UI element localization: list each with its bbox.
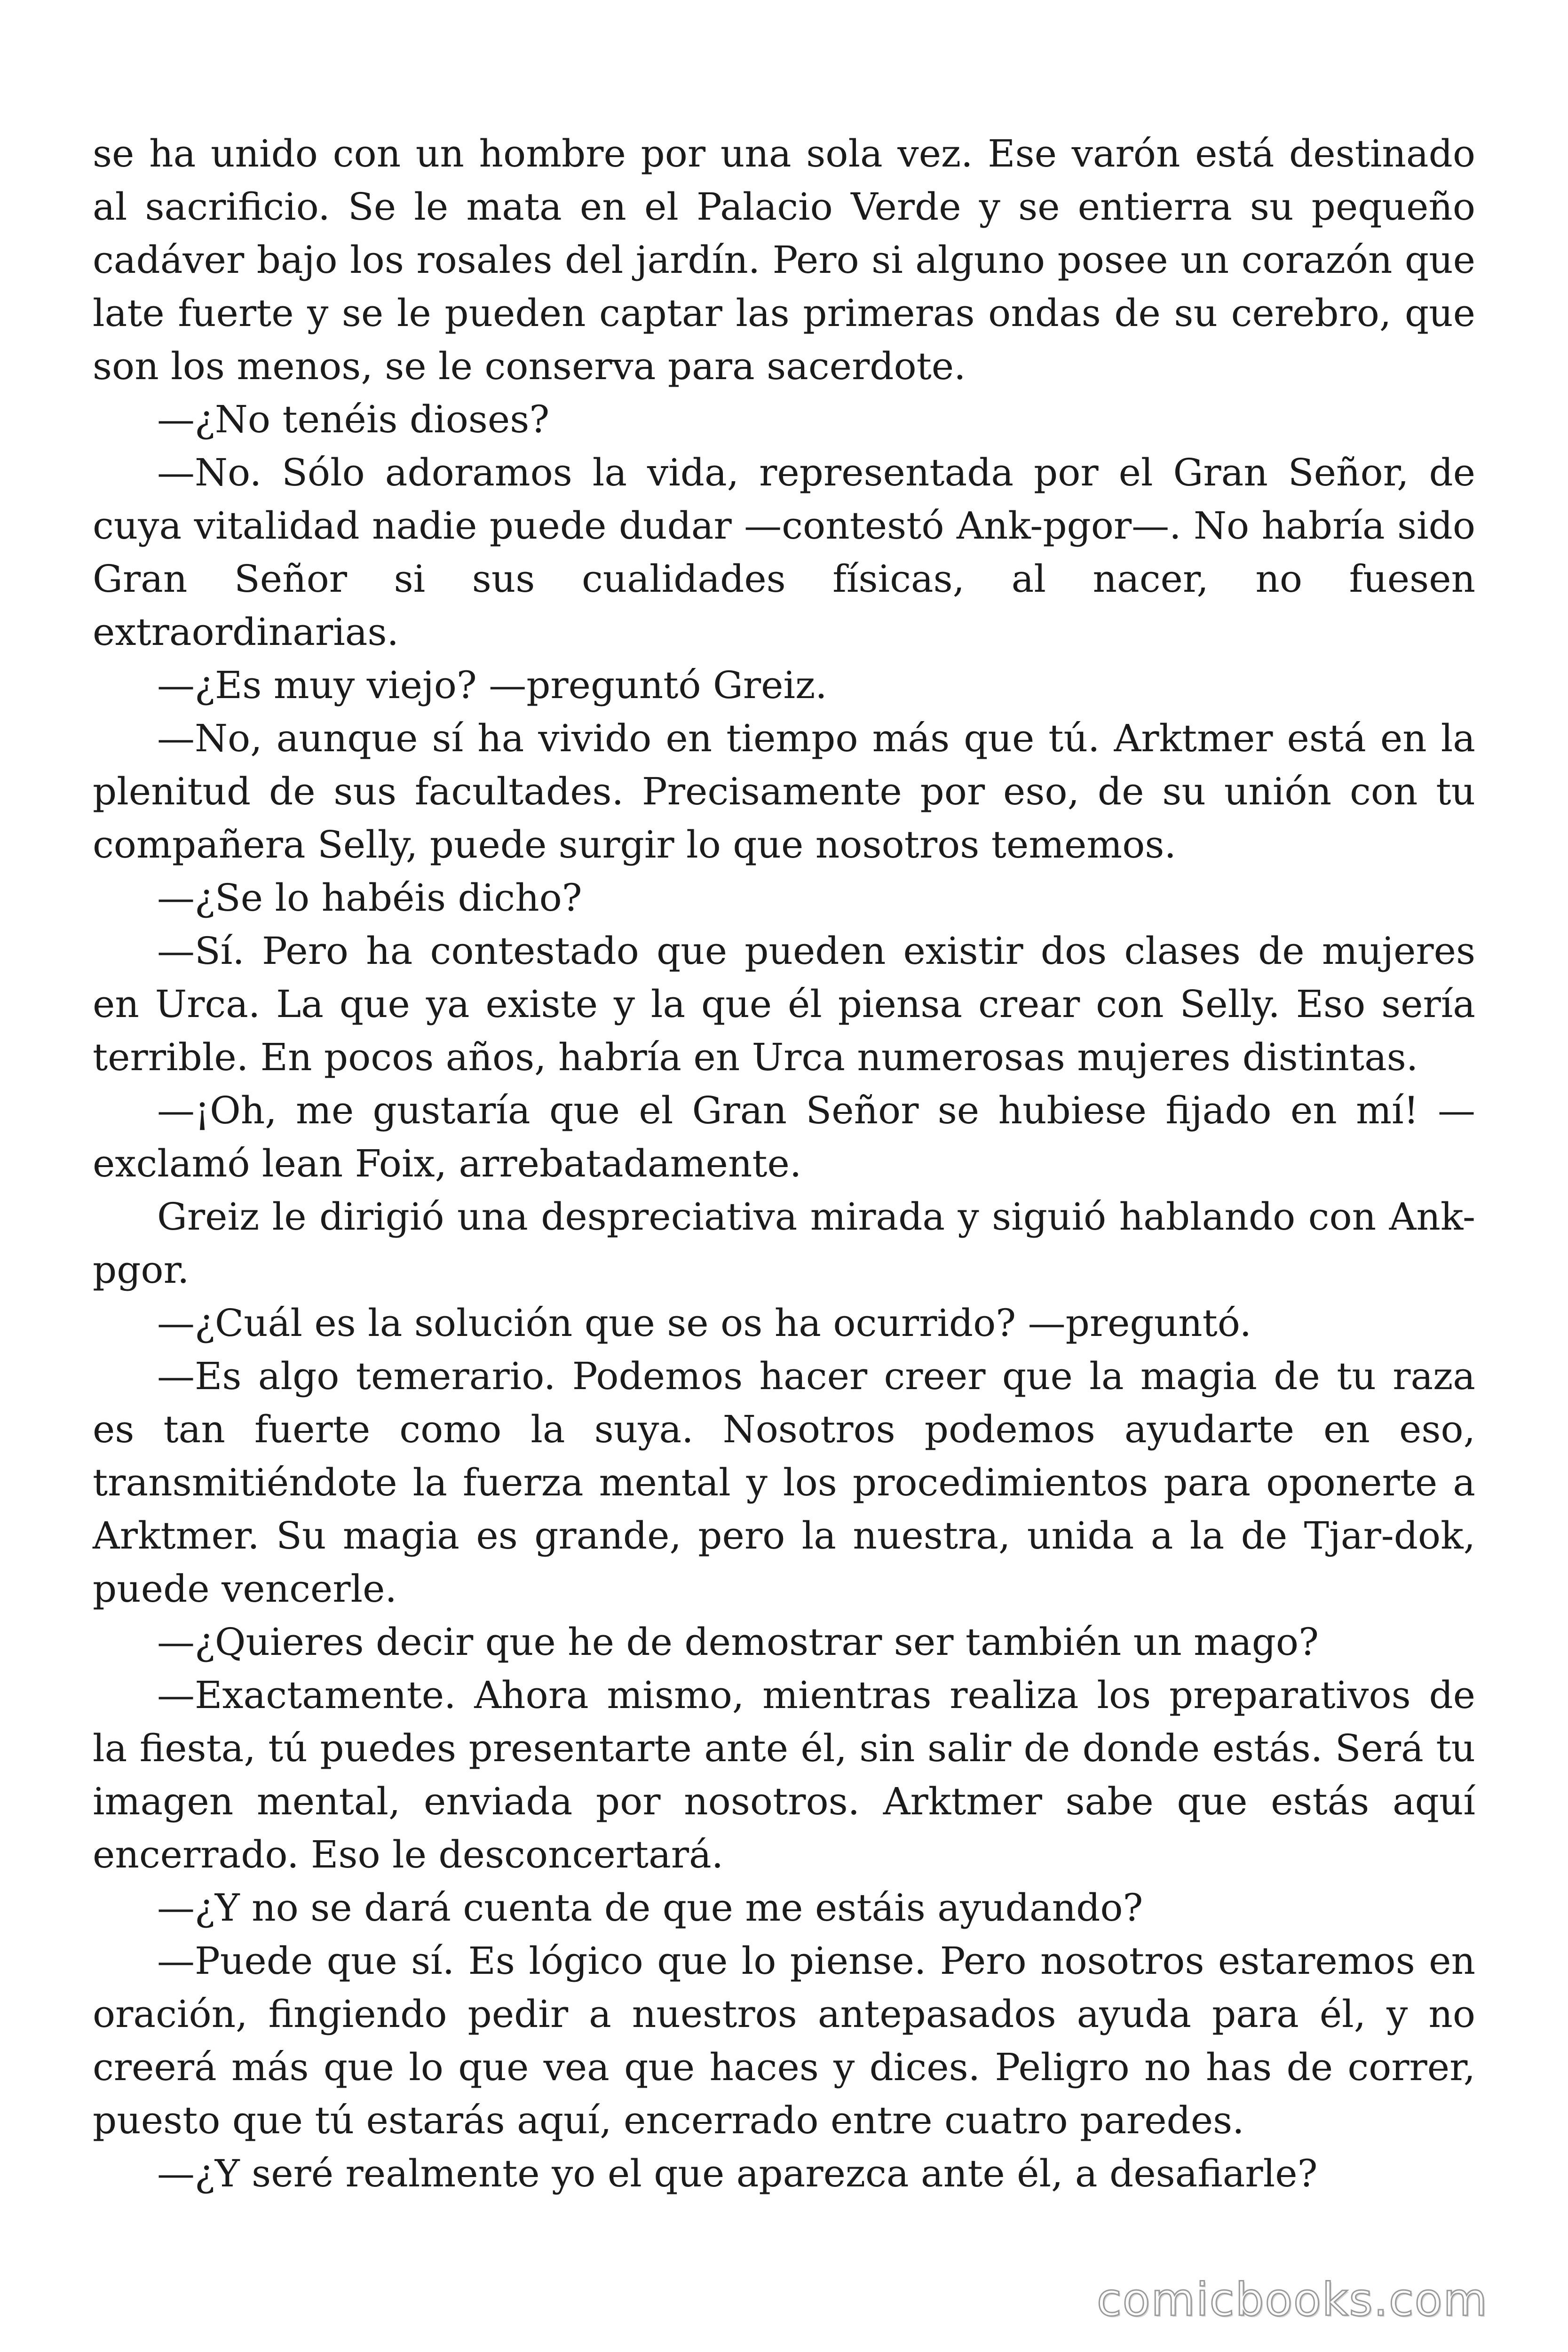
page-body [93,127,1475,2200]
paragraph: —¿Y no se dará cuenta de que me estáis ayudando? [157,1886,1143,1930]
paragraph: —Exactamente. Ahora mismo, mientras realiza los preparativos de la fiesta, tú puedes presentarte ante él, sin salir de donde estás. Será tu imagen mental, enviada por nosotros. Arktmer sabe que estás aquí encerrado. Eso le desconcertará. [93,1673,1475,1876]
paragraph: —Es algo temerario. Podemos hacer creer que la magia de tu raza es tan fuerte como la suya. Nosotros podemos ayudarte en eso, transmitiéndote la fuerza mental y los procedimientos para oponerte a Arktmer. Su magia es grande, pero la nuestra, unida a la de Tjar-dok, puede vencerle. [93,1354,1475,1611]
watermark: comicbooks.com [1096,2273,1488,2326]
paragraph: —No, aunque sí ha vivido en tiempo más que tú. Arktmer está en la plenitud de sus facultades. Precisamente por eso, de su unión con tu compañera Selly, puede surgir lo que nosotros tememos. [93,716,1475,866]
paragraph: —¿Quieres decir que he de demostrar ser también un mago? [157,1620,1319,1664]
paragraph: —Puede que sí. Es lógico que lo piense. Pero nosotros estaremos en oración, fingiendo pedir a nuestros antepasados ayuda para él, y no creerá más que lo que vea que haces y dices. Peligro no has de correr, puesto que tú estarás aquí, encerrado entre cuatro paredes. [93,1939,1475,2142]
paragraph: se ha unido con un hombre por una sola vez. Ese varón está destinado al sacrificio. Se le mata en el Palacio Verde y se entierra su pequeño cadáver bajo los rosales del jardín. Pero si alguno posee un corazón que late fuerte y se le pueden captar las primeras ondas de su cerebro, que son los menos, se le conserva para sacerdote. [93,132,1475,388]
paragraph: —¿Se lo habéis dicho? [157,876,582,920]
paragraph: —¿No tenéis dioses? [157,397,550,441]
paragraph: —¡Oh, me gustaría que el Gran Señor se hubiese fijado en mí! —exclamó lean Foix, arrebatadamente. [93,1089,1475,1185]
paragraph: —¿Cuál es la solución que se os ha ocurrido? —preguntó. [157,1301,1251,1345]
paragraph: Greiz le dirigió una despreciativa mirada y siguió hablando con Ank-pgor. [93,1195,1475,1292]
paragraph: —Sí. Pero ha contestado que pueden existir dos clases de mujeres en Urca. La que ya existe y la que él piensa crear con Selly. Eso sería terrible. En pocos años, habría en Urca numerosas mujeres distintas. [93,929,1475,1079]
paragraph: —No. Sólo adoramos la vida, representada por el Gran Señor, de cuya vitalidad nadie puede dudar —contestó Ank-pgor—. No habría sido Gran Señor si sus cualidades físicas, al nacer, no fuesen extraordinarias. [93,451,1475,654]
paragraph: —¿Y seré realmente yo el que aparezca ante él, a desafiarle? [157,2152,1318,2195]
paragraph: —¿Es muy viejo? —preguntó Greiz. [157,663,827,707]
